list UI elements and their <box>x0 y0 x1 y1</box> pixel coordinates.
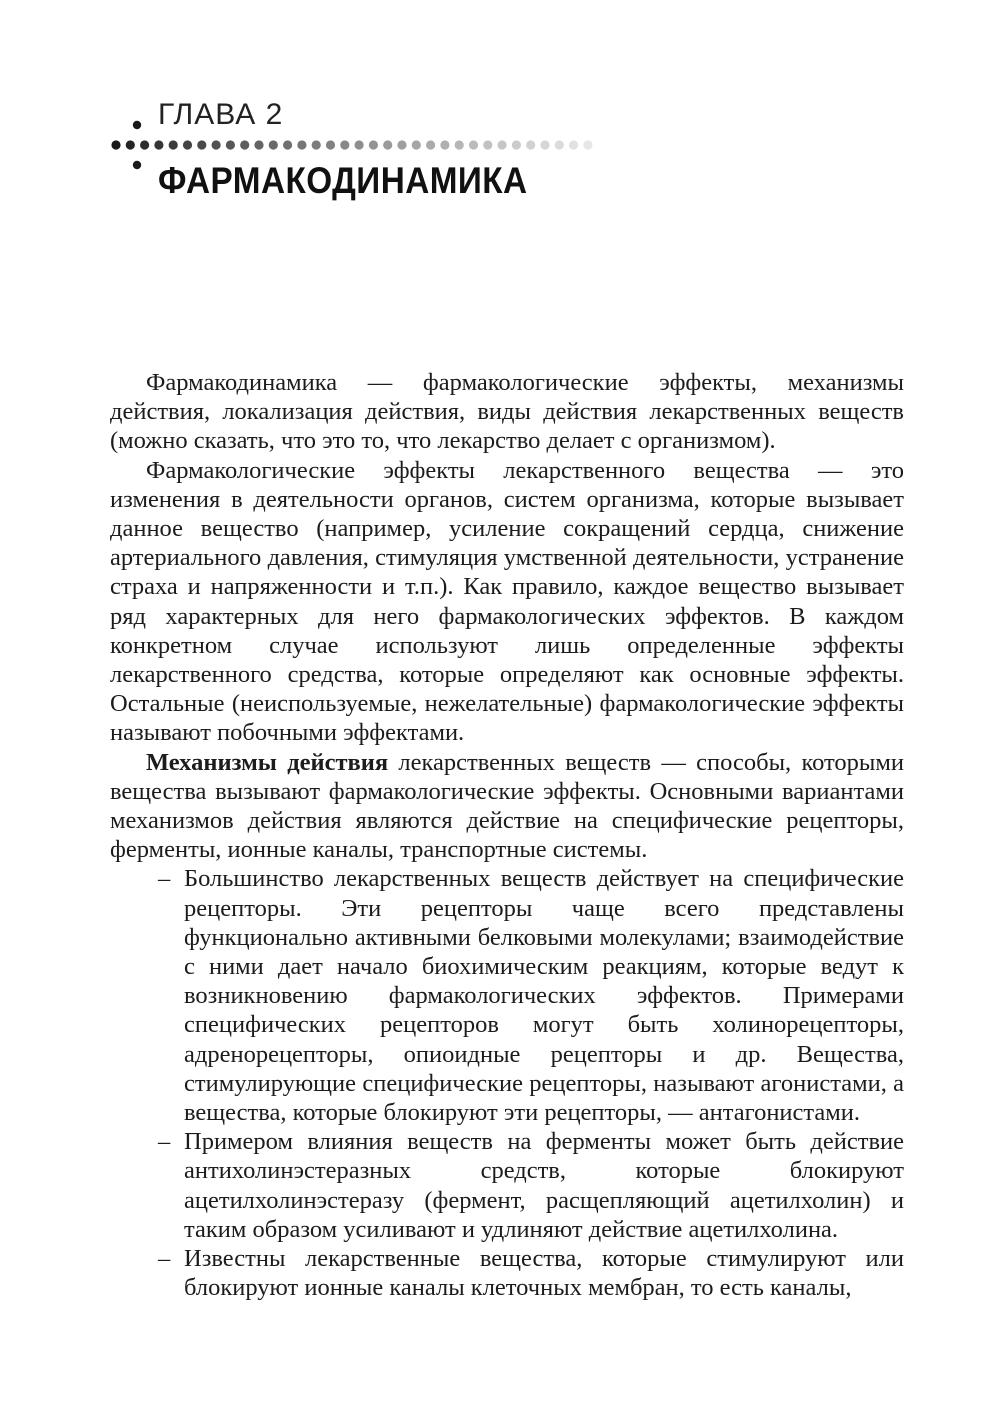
list-item <box>158 1127 904 1244</box>
ornament-dot <box>126 140 135 149</box>
paragraph-definition: Фармакодинамика — фармакологические эффекты, механизмы действия, локализация действия, виды действия лекарственных веществ (можно сказать, что это то, что лекарство делает с организмом). <box>110 369 904 455</box>
ornament-dot <box>369 140 378 149</box>
chapter-header <box>110 95 710 205</box>
ornament-dot <box>254 140 263 149</box>
ornament-dot <box>469 140 478 149</box>
paragraph-mechanisms <box>110 748 904 865</box>
ornament-dot <box>140 140 149 149</box>
body-text <box>110 368 904 1303</box>
list-item <box>158 864 904 1127</box>
ornament-dot <box>426 140 435 149</box>
ornament-dot <box>169 140 178 149</box>
mechanism-list <box>110 864 904 1302</box>
ornament-dot <box>397 140 406 149</box>
ornament-dot <box>312 140 321 149</box>
ornament-dot <box>283 140 292 149</box>
ornament-dot <box>540 140 549 149</box>
ornament-dot <box>340 140 349 149</box>
ornament-dot <box>569 140 578 149</box>
ornament-dot <box>583 140 592 149</box>
ornament-dot <box>212 140 221 149</box>
ornament-dot <box>240 140 249 149</box>
paragraph-mechanisms-text: лекарственных веществ — способы, которыми вещества вызывают фармакологические эффекты. Основными вариантами механизмов действия являются действие на специфические рецепторы, ферменты, ионные каналы, транспортные системы. <box>110 748 905 864</box>
paragraph-effects: Фармакологические эффекты лекарственного вещества — это изменения в деятельности органов, систем организма, которые вызывает данное вещество (например, усиление сокращений сердца, снижение артериального давления, стимуляция умственной деятельности, устранение страха и напряженности и т.п.). Как правило, каждое вещество вызывает ряд характерных для него фармакологических эффектов. В каждом конкретном случае используют лишь определенные эффекты лекарственного средства, которые определяют как основные эффекты. Остальные (неиспользуемые, нежелательные) фармакологические эффекты называют побочными эффектами. <box>110 456 904 747</box>
ornament-dot <box>326 140 335 149</box>
ornament-dot <box>498 140 507 149</box>
term-mechanisms: Механизмы действия <box>146 748 389 776</box>
ornament-dot <box>133 121 141 129</box>
ornament-dot <box>111 140 120 149</box>
ornament-dot <box>455 140 464 149</box>
chapter-label: ГЛАВА 2 <box>158 98 284 131</box>
ornament-dot <box>133 161 141 169</box>
ornament-dot <box>269 140 278 149</box>
ornament-dot <box>440 140 449 149</box>
ornament-dot <box>512 140 521 149</box>
ornament-dot <box>154 140 163 149</box>
ornament-dot <box>383 140 392 149</box>
list-dash-icon: – <box>158 865 171 893</box>
ornament-dot <box>183 140 192 149</box>
ornament-dot <box>355 140 364 149</box>
chapter-title: ФАРМАКОДИНАМИКА <box>158 160 528 201</box>
ornament-dot <box>526 140 535 149</box>
list-item-text: Большинство лекарственных веществ действует на специфические рецепторы. Эти рецепторы чаще всего представлены функционально активными белковыми молекулами; взаимодействие с ними дает начало биохимическим реакциям, которые ведут к возникновению фармакологических эффектов. Примерами специфических рецепторов могут быть холинорецепторы, адренорецепторы, опиоидные рецепторы и др. Вещества, стимулирующие специфические рецепторы, называют агонистами, а вещества, которые блокируют эти рецепторы, — антагонистами. <box>184 865 904 1127</box>
list-item-text: Примером влияния веществ на ферменты может быть действие антихолинэстеразных средств, которые блокируют ацетилхолинэстеразу (фермент, расщепляющий ацетилхолин) и таким образом усиливают и удлиняют действие ацетилхолина. <box>184 1128 904 1243</box>
list-dash-icon: – <box>158 1245 171 1273</box>
ornament-dot <box>412 140 421 149</box>
list-item-text: Известны лекарственные вещества, которые стимулируют или блокируют ионные каналы клеточных мембран, то есть каналы, <box>184 1245 904 1302</box>
ornament-dot <box>297 140 306 149</box>
list-item <box>158 1244 904 1302</box>
ornament-dot <box>197 140 206 149</box>
ornament-dot <box>483 140 492 149</box>
ornament-dot <box>555 140 564 149</box>
list-dash-icon: – <box>158 1128 171 1156</box>
ornament-dot <box>226 140 235 149</box>
